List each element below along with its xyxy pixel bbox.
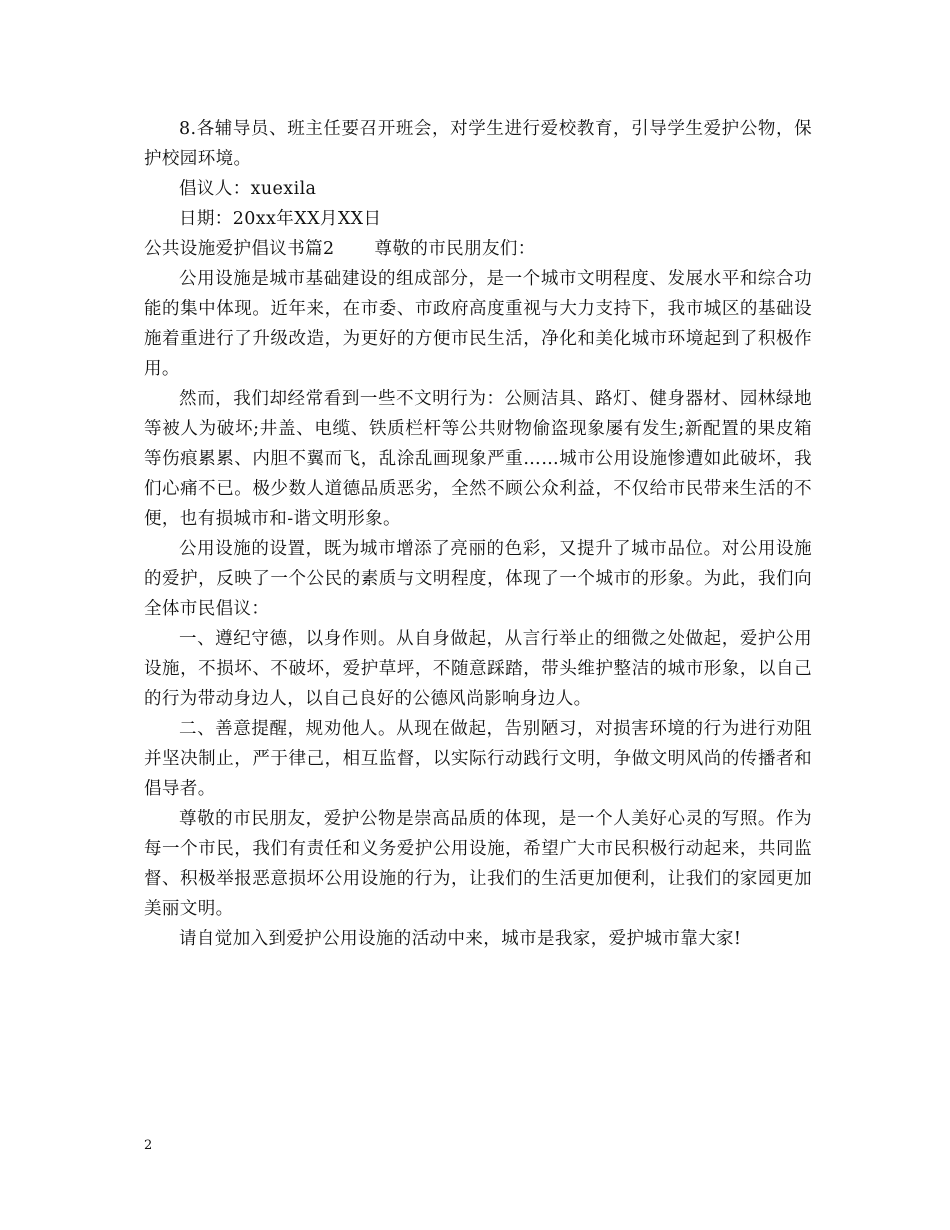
paragraph-initiator: 倡议人：xuexila [179, 179, 317, 199]
paragraph-proposal-1: 一、遵纪守德，以身作则。从自身做起，从言行举止的细微之处做起，爱护公用设施，不损坏、不破坏，爱护草坪，不随意踩踏，带头维护整洁的城市形象，以自己的行为带动身边人，以自己良好的公德风尚影响身边人。 [144, 629, 812, 709]
salutation: 尊敬的市民朋友们： [374, 239, 536, 259]
paragraph-counselor-item-8: 8.各辅导员、班主任要召开班会，对学生进行爱校教育，引导学生爱护公物，保护校园环境。 [144, 119, 812, 169]
paragraph-date: 日期：20xx年XX月XX日 [179, 209, 382, 229]
page-number: 2 [144, 1138, 153, 1153]
document-body [144, 114, 812, 954]
paragraph-significance: 公用设施的设置，既为城市增添了亮丽的色彩，又提升了城市品位。对公用设施的爱护，反映了一个公民的素质与文明程度，体现了一个城市的形象。为此，我们向全体市民倡议： [144, 539, 812, 619]
paragraph-closing: 请自觉加入到爱护公用设施的活动中来，城市是我家，爱护城市靠大家! [179, 929, 742, 949]
paragraph-proposal-2: 二、善意提醒，规劝他人。从现在做起，告别陋习，对损害环境的行为进行劝阻并坚决制止，严于律己，相互监督，以实际行动践行文明，争做文明风尚的传播者和倡导者。 [144, 719, 812, 799]
section-heading [144, 234, 812, 264]
section-title: 公共设施爱护倡议书篇2 [144, 239, 335, 259]
paragraph-problems: 然而，我们却经常看到一些不文明行为：公厕洁具、路灯、健身器材、园林绿地等被人为破坏;井盖、电缆、铁质栏杆等公共财物偷盗现象屡有发生;新配置的果皮箱等伤痕累累、内胆不翼而飞，乱涂乱画现象严重……城市公用设施惨遭如此破坏，我们心痛不已。极少数人道德品质恶劣，全然不顾公众利益，不仅给市民带来生活的不便，也有损城市和-谐文明形象。 [144, 389, 812, 529]
paragraph-intro: 公用设施是城市基础建设的组成部分，是一个城市文明程度、发展水平和综合功能的集中体现。近年来，在市委、市政府高度重视与大力支持下，我市城区的基础设施着重进行了升级改造，为更好的方便市民生活，净化和美化城市环境起到了积极作用。 [144, 269, 812, 379]
paragraph-appeal: 尊敬的市民朋友，爱护公物是崇高品质的体现，是一个人美好心灵的写照。作为每一个市民，我们有责任和义务爱护公用设施，希望广大市民积极行动起来，共同监督、积极举报恶意损坏公用设施的行为，让我们的生活更加便利，让我们的家园更加美丽文明。 [144, 809, 812, 919]
